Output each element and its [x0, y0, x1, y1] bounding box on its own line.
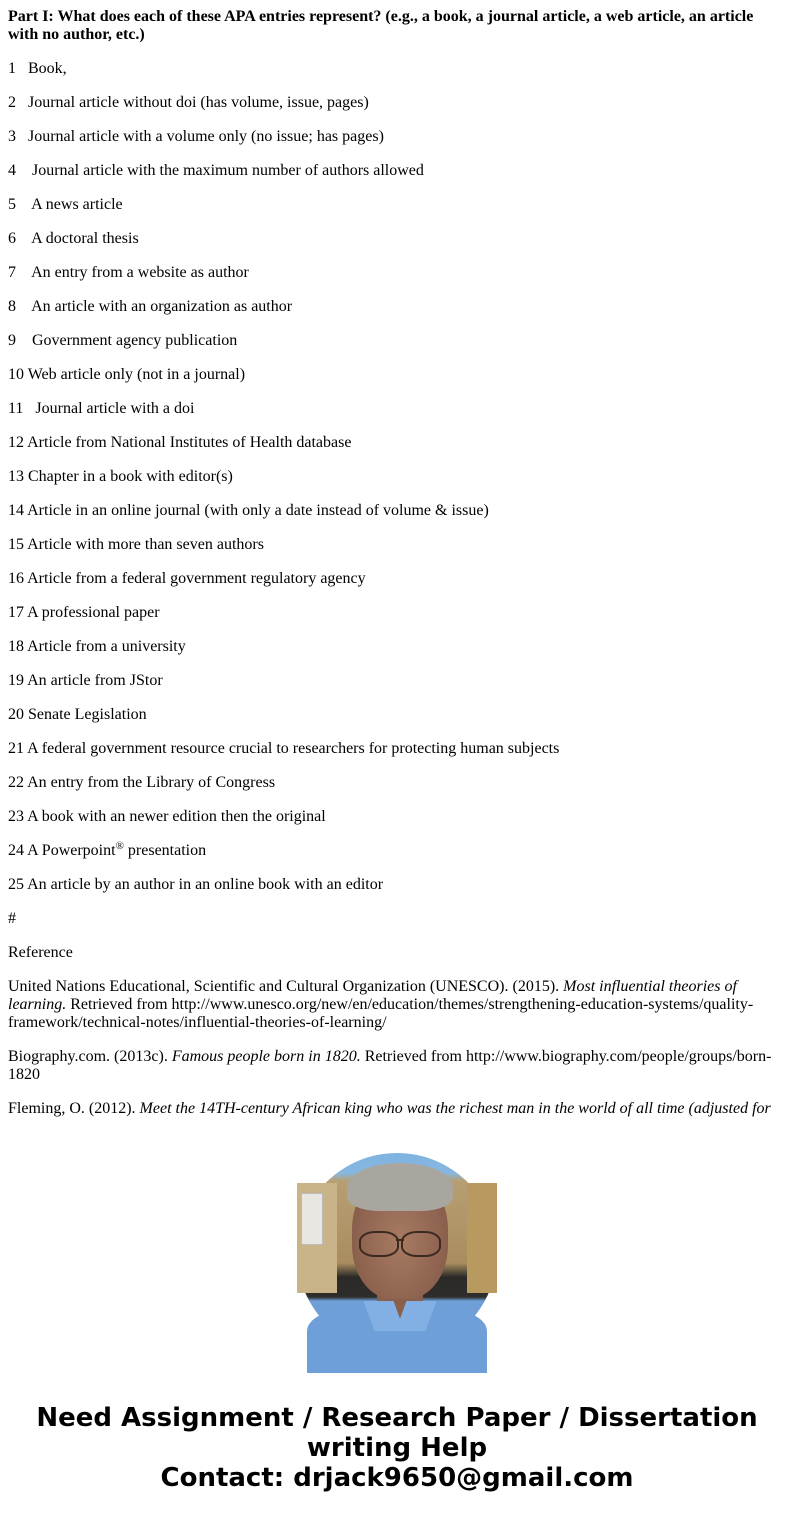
item-number: 8: [8, 298, 16, 315]
item-spacer: [16, 94, 28, 111]
item-number: 4: [8, 162, 16, 179]
list-item: [8, 128, 786, 146]
item-number: 5: [8, 196, 16, 213]
glasses-icon: [359, 1231, 399, 1257]
list-item: [8, 400, 786, 418]
reference-title: Meet the 14TH-century African king who was the richest man in the world of all time (adjusted for: [139, 1100, 771, 1117]
list-item: [8, 808, 786, 826]
list-item: [8, 162, 786, 180]
reference-list: [8, 978, 786, 1118]
list-item: [8, 94, 786, 112]
item-text: Journal article with a volume only (no issue; has pages): [28, 128, 384, 145]
item-spacer: [16, 196, 31, 213]
list-item: [8, 332, 786, 350]
item-number: 20: [8, 706, 24, 723]
item-spacer: [16, 128, 28, 145]
item-number: 17: [8, 604, 24, 621]
promo-contact[interactable]: Contact: drjack9650@gmail.com: [160, 1463, 634, 1493]
item-text: Journal article without doi (has volume, issue, pages): [28, 94, 369, 111]
item-text: Web article only (not in a journal): [27, 366, 246, 383]
item-number: 23: [8, 808, 24, 825]
reference-title: Most influential theories of learning.: [8, 978, 737, 1013]
list-item: [8, 366, 786, 384]
item-text: Book,: [28, 60, 67, 77]
reference-author-date: Biography.com. (2013c).: [8, 1048, 172, 1065]
item-text: Article from a university: [27, 638, 186, 655]
item-number: 15: [8, 536, 24, 553]
list-item: [8, 740, 786, 758]
item-number: 7: [8, 264, 16, 281]
item-spacer: [16, 162, 32, 179]
glasses-bridge: [396, 1239, 404, 1241]
avatar-background: [467, 1183, 497, 1293]
avatar-background: [301, 1193, 323, 1245]
item-text: An article from JStor: [27, 672, 163, 689]
item-number: 10: [8, 366, 24, 383]
item-text: Chapter in a book with editor(s): [28, 468, 233, 485]
list-item: [8, 706, 786, 724]
reference-entry: [8, 1100, 786, 1118]
registered-mark: ®: [115, 840, 124, 852]
reference-retrieval: Retrieved from http://www.biography.com/people/groups/born-1820: [8, 1048, 772, 1083]
hash-marker: #: [8, 910, 16, 927]
item-text: Article from a federal government regulatory agency: [27, 570, 366, 587]
item-number: 2: [8, 94, 16, 111]
reference-entry: [8, 1048, 786, 1084]
part-heading: Part I: What does each of these APA entries represent? (e.g., a book, a journal article, a web article, an article with no author, etc.): [8, 8, 754, 43]
item-number: 25: [8, 876, 24, 893]
list-item: [8, 774, 786, 792]
item-text: Journal article with the maximum number of authors allowed: [32, 162, 424, 179]
item-text: Article from National Institutes of Health database: [27, 434, 352, 451]
item-number: 24: [8, 842, 24, 859]
glasses-icon: [401, 1231, 441, 1257]
list-item: [8, 60, 786, 78]
list-item: [8, 230, 786, 248]
item-number: 16: [8, 570, 24, 587]
reference-retrieval: Retrieved from http://www.unesco.org/new/en/education/themes/strengthening-education-systems/quality-framework/technical-notes/influential-theories-of-learning/: [8, 996, 754, 1031]
item-text: A news article: [31, 196, 123, 213]
list-item: [8, 672, 786, 690]
item-spacer: [16, 60, 28, 77]
entry-list: [8, 60, 786, 826]
list-item: [8, 604, 786, 622]
item-text: A doctoral thesis: [31, 230, 139, 247]
item-text: Article in an online journal (with only a date instead of volume & issue): [27, 502, 489, 519]
promo-line-2: writing Help: [306, 1433, 488, 1463]
reference-title: Famous people born in 1820.: [171, 1048, 361, 1065]
list-item: [8, 536, 786, 554]
item-spacer: [23, 400, 35, 417]
item-spacer: [16, 332, 32, 349]
promo-line-1: Need Assignment / Research Paper / Dissertation: [36, 1403, 758, 1433]
author-avatar: [297, 1153, 497, 1353]
list-item: [8, 434, 786, 452]
item-text: An article with an organization as author: [31, 298, 293, 315]
item-number: 3: [8, 128, 16, 145]
item-spacer: [16, 230, 31, 247]
item-text: Government agency publication: [32, 332, 238, 349]
reference-label: Reference: [8, 944, 73, 961]
list-item: [8, 468, 786, 486]
item-text: A federal government resource crucial to researchers for protecting human subjects: [27, 740, 560, 757]
item-text: Journal article with a doi: [35, 400, 195, 417]
item-text: A book with an newer edition then the original: [27, 808, 326, 825]
reference-author-date: United Nations Educational, Scientific and Cultural Organization (UNESCO). (2015).: [8, 978, 564, 995]
list-item: [8, 570, 786, 588]
item-spacer: [16, 298, 31, 315]
avatar-hair: [347, 1163, 453, 1211]
promo-banner: [0, 1403, 794, 1493]
item-number: 14: [8, 502, 24, 519]
item-spacer: [16, 264, 31, 281]
item-text: An article by an author in an online book with an editor: [27, 876, 384, 893]
item-number: 22: [8, 774, 24, 791]
item-text: An entry from the Library of Congress: [27, 774, 276, 791]
item-number: 12: [8, 434, 24, 451]
item-text: Senate Legislation: [28, 706, 147, 723]
list-item-25: [8, 876, 786, 894]
reference-author-date: Fleming, O. (2012).: [8, 1100, 140, 1117]
item-number: 21: [8, 740, 24, 757]
item-text: An entry from a website as author: [31, 264, 249, 281]
item-text: A Powerpoint: [24, 842, 116, 859]
document-body: [8, 8, 786, 1117]
reference-entry: [8, 978, 786, 1032]
item-number: 1: [8, 60, 16, 77]
list-item: [8, 502, 786, 520]
list-item: [8, 264, 786, 282]
list-item: [8, 196, 786, 214]
item-text: presentation: [123, 842, 207, 859]
item-number: 9: [8, 332, 16, 349]
list-item: [8, 638, 786, 656]
item-number: 6: [8, 230, 16, 247]
item-text: Article with more than seven authors: [27, 536, 264, 553]
item-text: A professional paper: [27, 604, 160, 621]
item-number: 11: [8, 400, 24, 417]
list-item: [8, 298, 786, 316]
item-number: 19: [8, 672, 24, 689]
list-item-24: [8, 842, 786, 860]
item-number: 18: [8, 638, 24, 655]
item-number: 13: [8, 468, 24, 485]
